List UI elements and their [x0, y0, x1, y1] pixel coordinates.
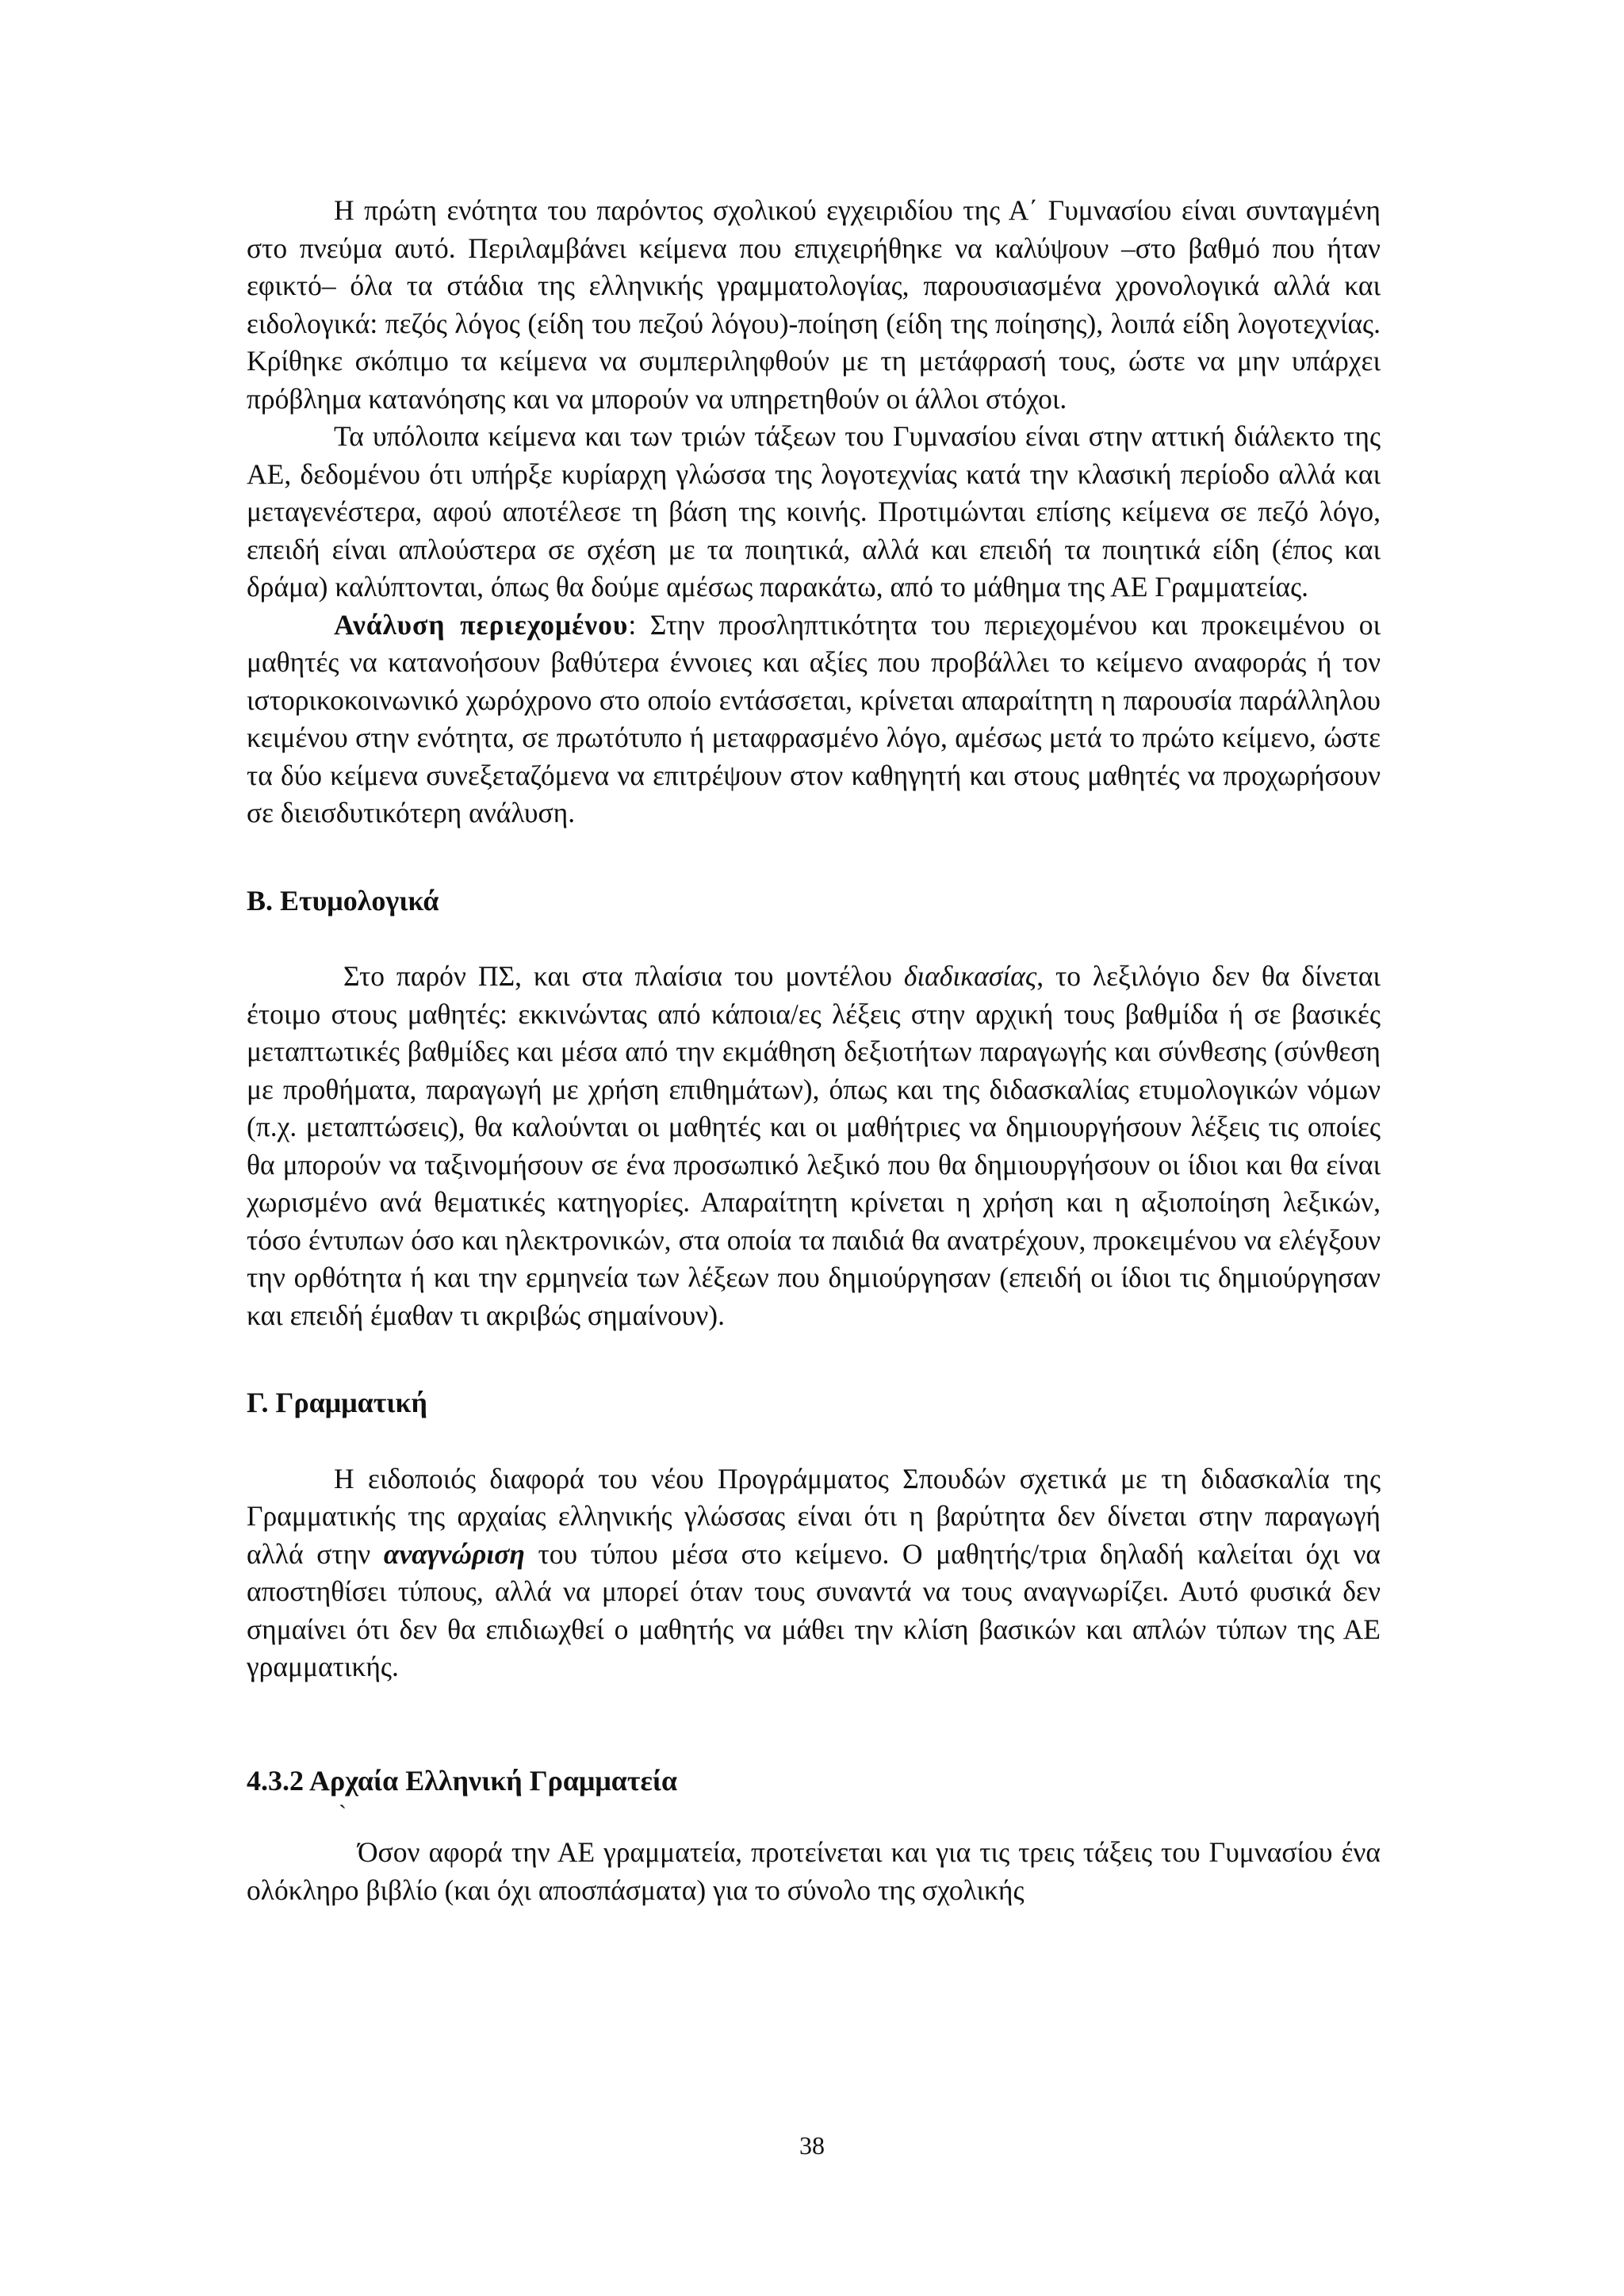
document-page — [247, 192, 1381, 1909]
stray-mark: ` — [339, 1800, 347, 1827]
grammar-paragraph — [247, 1460, 1381, 1686]
page-number: 38 — [799, 2131, 825, 2160]
intro-paragraph-1: Η πρώτη ενότητα του παρόντος σχολικού εγχειριδίου της Α΄ Γυμνασίου είναι συνταγμένη στο πνεύμα αυτό. Περιλαμβάνει κείμενα που επιχειρήθηκε να καλύψουν –στο βαθμό που ήταν εφικτό– όλα τα στάδια της ελληνικής γραμματολογίας, παρουσιασμένα χρονολογικά αλλά και ειδολογικά: πεζός λόγος (είδη του πεζού λόγου)-ποίηση (είδη της ποίησης), λοιπά είδη λογοτεχνίας. Κρίθηκε σκόπιμο τα κείμενα να συμπεριληφθούν με τη μετάφρασή τους, ώστε να μην υπάρχει πρόβλημα κατανόησης και να μπορούν να υπηρετηθούν οι άλλοι στόχοι. — [247, 194, 1381, 415]
etymology-italic-term: διαδικασίας — [903, 960, 1037, 992]
etymology-text-end: , το λεξιλόγιο δεν θα δίνεται έτοιμο στους μαθητές: εκκινώντας από κάποια/ες λέξεις στην αρχική τους βαθμίδα ή σε βασικές μεταπτωτικές βαθμίδες και μέσα από την εκμάθηση δεξιοτήτων παραγωγής και σύνθεσης (σύνθεση με προθήματα, παραγωγή με χρήση επιθημάτων), όπως και της διδασκαλίας ετυμολογικών νόμων (π.χ. μεταπτώσεις), θα καλούνται οι μαθητές και οι μαθήτριες να δημιουργήσουν λέξεις τις οποίες θα μπορούν να ταξινομήσουν σε ένα προσωπικό λεξικό που θα δημιουργήσουν οι ίδιοι και θα είναι χωρισμένο ανά θεματικές κατηγορίες. Απαραίτητη κρίνεται η χρήση και η αξιοποίηση λεξικών, τόσο έντυπων όσο και ηλεκτρονικών, στα οποία τα παιδιά θα ανατρέχουν, προκειμένου να ελέγξουν την ορθότητα ή και την ερμηνεία των λέξεων που δημιούργησαν (επειδή οι ίδιοι τις δημιούργησαν και επειδή έμαθαν τι ακριβώς σημαίνουν). — [247, 960, 1381, 1331]
grammar-emphasis-term: αναγνώριση — [383, 1537, 525, 1570]
section-432-heading: 4.3.2 Αρχαία Ελληνική Γραμματεία — [247, 1764, 678, 1797]
section-b-heading: Β. Ετυμολογικά — [247, 884, 439, 916]
section-g-heading: Γ. Γραμματική — [247, 1387, 427, 1418]
content-analysis-label: Ανάλυση περιεχομένου — [334, 608, 629, 641]
content-analysis-text: : Στην προσληπτικότητα του περιεχομένου και προκειμένου οι μαθητές να κατανοήσουν βαθύτερα έννοιες και αξίες που προβάλλει το κείμενο αναφοράς ή τον ιστορικοκοινωνικό χωρόχρονο στο οποίο εντάσσεται, κρίνεται απαραίτητη η παρουσία παράλληλου κειμένου στην ενότητα, σε πρωτότυπο ή μεταφρασμένο λόγο, αμέσως μετά το πρώτο κείμενο, ώστε τα δύο κείμενα συνεξεταζόμενα να επιτρέψουν στον καθηγητή και στους μαθητές να προχωρήσουν σε διεισδυτικότερη ανάλυση. — [247, 608, 1381, 828]
etymology-text-start: Στο παρόν ΠΣ, και στα πλαίσια του μοντέλου — [343, 960, 904, 992]
content-analysis-paragraph — [247, 607, 1381, 832]
intro-paragraph-2: Τα υπόλοιπα κείμενα και των τριών τάξεων του Γυμνασίου είναι στην αττική διάλεκτο της ΑΕ, δεδομένου ότι υπήρξε κυρίαρχη γλώσσα της λογοτεχνίας κατά την κλασική περίοδο αλλά και μεταγενέστερα, αφού αποτέλεσε τη βάση της κοινής. Προτιμώνται επίσης κείμενα σε πεζό λόγο, επειδή είναι απλούστερα σε σχέση με τα ποιητικά, αλλά και επειδή τα ποιητικά είδη (έπος και δράμα) καλύπτονται, όπως θα δούμε αμέσως παρακάτω, από το μάθημα της ΑΕ Γραμματείας. — [247, 420, 1381, 603]
grammar-text-start: Η ειδοποιός διαφορά του νέου Προγράμματος Σπουδών σχετικά με τη διδασκαλία της Γραμματικής της αρχαίας ελληνικής γλώσσας είναι ότι η βαρύτητα δεν δίνεται στην παραγωγή αλλά στην — [247, 1462, 1381, 1570]
etymology-paragraph — [247, 958, 1381, 1334]
literature-paragraph: Όσον αφορά την ΑΕ γραμματεία, προτείνεται και για τις τρεις τάξεις του Γυμνασίου ένα ολόκληρο βιβλίο (και όχι αποσπάσματα) για το σύνολο της σχολικής — [247, 1836, 1381, 1906]
grammar-text-end: του τύπου μέσα στο κείμενο. Ο μαθητής/τρια δηλαδή καλείται όχι να αποστηθίσει τύπους, αλλά να μπορεί όταν τους συναντά να τους αναγνωρίζει. Αυτό φυσικά δεν σημαίνει ότι δεν θα επιδιωχθεί ο μαθητής να μάθει την κλίση βασικών και απλών τύπων της ΑΕ γραμματικής. — [247, 1537, 1381, 1682]
